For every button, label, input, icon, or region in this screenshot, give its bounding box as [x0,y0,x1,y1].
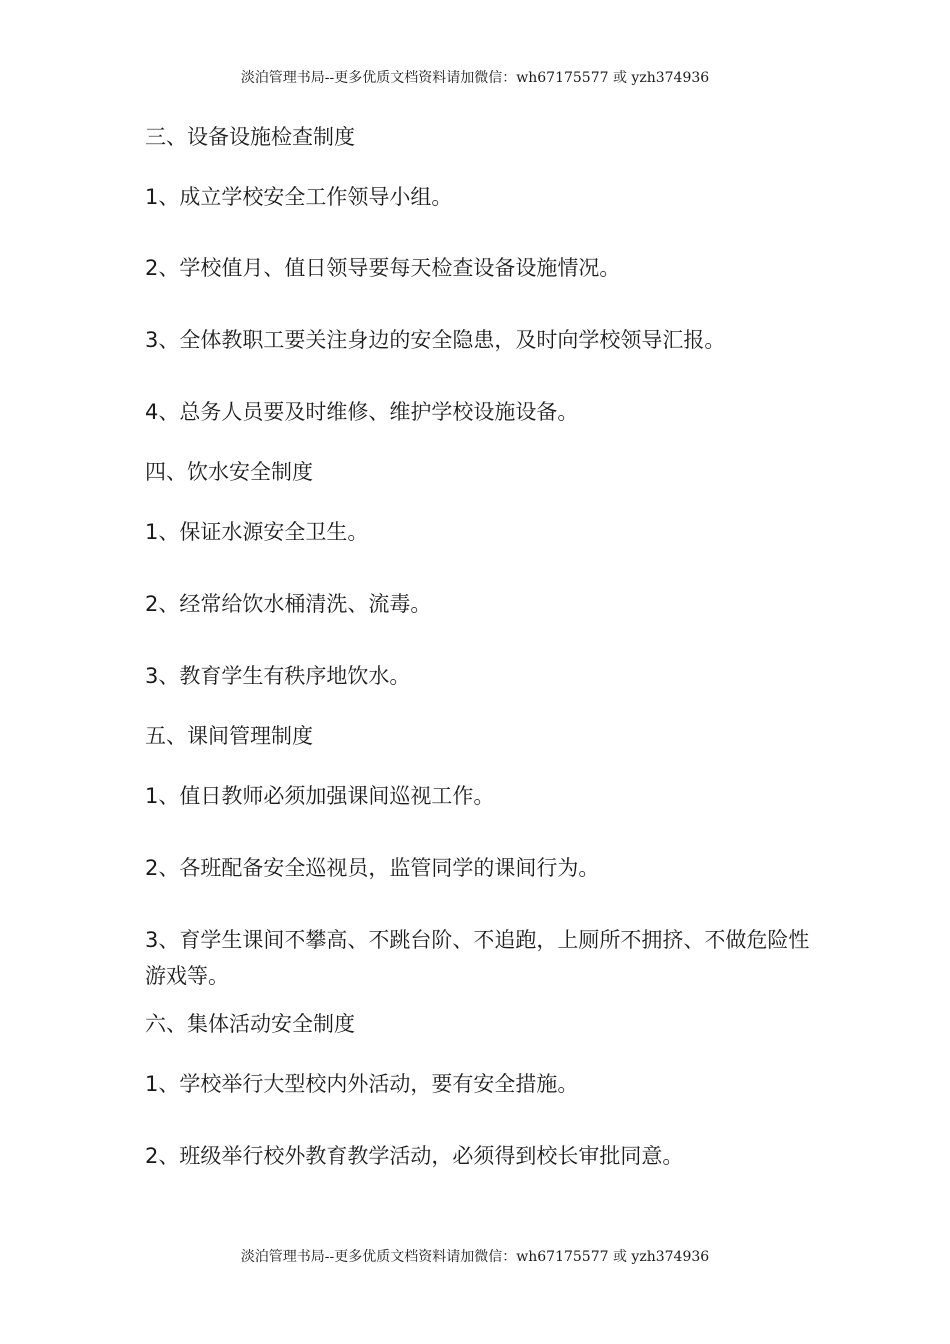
list-item: 1、值日教师必须加强课间巡视工作。 [145,784,495,808]
list-item: 1、成立学校安全工作领导小组。 [145,185,453,209]
page-header: 淡泊管理书局--更多优质文档资料请加微信：wh67175577 或 yzh374936 [240,70,710,86]
list-item: 3、教育学生有秩序地饮水。 [145,664,411,688]
list-item: 2、学校值月、值日领导要每天检查设备设施情况。 [145,256,621,280]
list-item: 2、各班配备安全巡视员，监管同学的课间行为。 [145,856,600,880]
section-heading-equipment-inspection: 三、设备设施检查制度 [145,125,355,149]
section-heading-recess-management: 五、课间管理制度 [145,724,313,748]
list-item: 1、学校举行大型校内外活动，要有安全措施。 [145,1072,579,1096]
list-item: 2、班级举行校外教育教学活动，必须得到校长审批同意。 [145,1144,684,1168]
list-item: 3、育学生课间不攀高、不跳台阶、不追跑，上厕所不拥挤、不做危险性游戏等。 [145,928,810,988]
section-heading-drinking-water: 四、饮水安全制度 [145,460,313,484]
page-footer: 淡泊管理书局--更多优质文档资料请加微信：wh67175577 或 yzh374936 [240,1249,710,1265]
list-item: 3、全体教职工要关注身边的安全隐患，及时向学校领导汇报。 [145,328,726,352]
list-item: 4、总务人员要及时维修、维护学校设施设备。 [145,400,579,424]
section-heading-group-activity: 六、集体活动安全制度 [145,1012,355,1036]
list-item: 1、保证水源安全卫生。 [145,520,369,544]
list-item: 2、经常给饮水桶清洗、流毒。 [145,592,432,616]
